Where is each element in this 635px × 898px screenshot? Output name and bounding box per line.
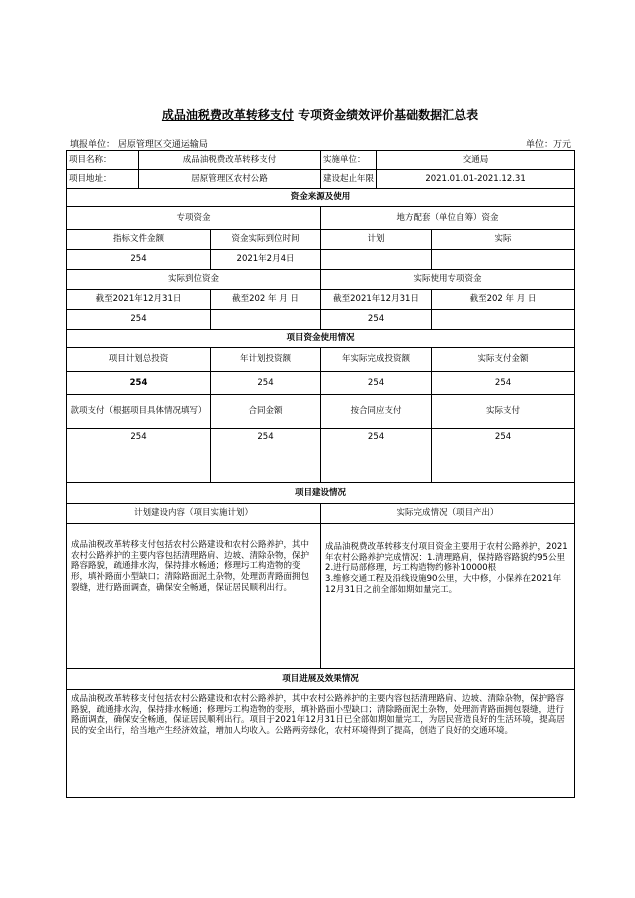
- doc-amount-label: 指标文件金额: [67, 230, 211, 250]
- page-title: [60, 106, 580, 123]
- as-of-1: 截至2021年12月31日: [67, 290, 211, 310]
- construction-content-row: [67, 524, 575, 669]
- project-name-value: 成品油税费改革转移支付: [139, 151, 321, 170]
- payment-header-row: [67, 395, 575, 429]
- as-of-3: 截至2021年12月31日: [321, 290, 432, 310]
- contract-label: 合同金额: [211, 395, 321, 429]
- reporting-unit: [70, 137, 208, 150]
- year-plan-label: 年计划投资额: [211, 348, 321, 372]
- used-value: 254: [321, 310, 432, 330]
- arrival-time-label: 资金实际到位时间: [211, 230, 321, 250]
- progress-text: 成品油税改革转移支付包括农村公路建设和农村公路养护，其中农村公路养护的主要内容包括清理路肩、边坡、清除杂物，保护路容路貌，疏通排水沟，保持排水畅通；修理圬工构造物的变形，填补路面小型缺口；清除路面泥土杂物，处理沥青路面拥包裂缝，进行路面调查，确保安全畅通，保证居民顺利出行。项目于2021年12月31日已全部如期如量完工，为居民营造良好的生活环境，提高居民的安全出行，给当地产生经济效益，增加人均收入。公路两旁绿化，农村环境得到了提高，创造了良好的交通环境。: [67, 690, 575, 798]
- period-label: 建设起止年限: [321, 170, 377, 189]
- project-row-2: [67, 170, 575, 189]
- used-funds-label: 实际使用专项资金: [321, 270, 575, 290]
- currency-unit: 单位：万元: [525, 140, 571, 150]
- period-value: 2021.01.01-2021.12.31: [377, 170, 575, 189]
- progress-content-row: [67, 690, 575, 798]
- progress-section-row: [67, 669, 575, 690]
- local-funds-label: 地方配套（单位自筹）资金: [321, 207, 575, 230]
- arrival-time-value: 2021年2月4日: [211, 250, 321, 270]
- summary-table: [66, 150, 575, 798]
- actual-output-text: 成品油税费改革转移支付项目资金主要用于农村公路养护，2021年农村公路养护完成情况：1.清理路肩，保持路容路貌约95公里 2.进行局部修理，圬工构造物约修补10000根 3.维修交通工程及沿线设施90公里，大中修，小保养在2021年12月31日之前全部如期如量完工。: [321, 524, 575, 669]
- special-funds-label: 专项资金: [67, 207, 321, 230]
- actual-pay-value: 254: [432, 429, 575, 483]
- paid-value: 254: [432, 372, 575, 395]
- doc-amount-value: 254: [67, 250, 211, 270]
- actual-value: [432, 250, 575, 270]
- arrived-funds-label: 实际到位资金: [67, 270, 321, 290]
- usage-header-row: [67, 348, 575, 372]
- arrival-value-row: [67, 310, 575, 330]
- funds-section-row: [67, 189, 575, 207]
- plan-label: 计划: [321, 230, 432, 250]
- funds-section-title: 资金来源及使用: [67, 189, 575, 207]
- actual-label: 实际: [432, 230, 575, 250]
- plan-content-text: 成品油税改革转移支付包括农村公路建设和农村公路养护，其中农村公路养护的主要内容包括清理路肩、边坡、清除杂物，保护路容路貌，疏通排水沟，保持排水畅通；修理圬工构造物的变形，填补路面小型缺口；清除路面泥土杂物，处理沥青路面拥包裂缝，进行路面调查，确保安全畅通，保证居民顺利出行。: [67, 524, 321, 669]
- construction-section-title: 项目建设情况: [67, 483, 575, 504]
- used-value-2: [432, 310, 575, 330]
- paid-label: 实际支付金额: [432, 348, 575, 372]
- contract-value: 254: [211, 429, 321, 483]
- payment-value-row: [67, 429, 575, 483]
- actual-pay-label: 实际支付: [432, 395, 575, 429]
- dept-label: 实施单位：: [321, 151, 377, 170]
- arrival-header-row: [67, 270, 575, 290]
- arrived-value: 254: [67, 310, 211, 330]
- usage-section-title: 项目资金使用情况: [67, 330, 575, 348]
- funds-value-row: [67, 250, 575, 270]
- construction-section-row: [67, 483, 575, 504]
- funds-source-row: [67, 207, 575, 230]
- as-of-4: 截至202 年 月 日: [432, 290, 575, 310]
- plan-value: [321, 250, 432, 270]
- as-of-2: 截至202 年 月 日: [211, 290, 321, 310]
- usage-value-row: [67, 372, 575, 395]
- plan-content-label: 计划建设内容（项目实施计划）: [67, 504, 321, 524]
- total-plan-value: 254: [67, 372, 211, 395]
- site-label: 项目地址：: [67, 170, 139, 189]
- arrived-value-2: [211, 310, 321, 330]
- usage-section-row: [67, 330, 575, 348]
- pay-detail-value: 254: [67, 429, 211, 483]
- unit-value: 居原管理区交通运输局: [117, 140, 208, 150]
- funds-header-row: [67, 230, 575, 250]
- title-prefix: 成品油税费改革转移支付: [161, 108, 294, 122]
- project-row-1: [67, 151, 575, 170]
- dept-value: 交通局: [377, 151, 575, 170]
- construction-header-row: [67, 504, 575, 524]
- year-done-value: 254: [321, 372, 432, 395]
- year-done-label: 年实际完成投资额: [321, 348, 432, 372]
- site-value: 居原管理区农村公路: [139, 170, 321, 189]
- project-name-label: 项目名称：: [67, 151, 139, 170]
- pay-detail-label: 款项支付（根据项目具体情况填写）: [67, 395, 211, 429]
- per-contract-value: 254: [321, 429, 432, 483]
- unit-label: 填报单位：: [70, 140, 116, 150]
- as-of-row: [67, 290, 575, 310]
- per-contract-label: 按合同应支付: [321, 395, 432, 429]
- title-suffix: 专项资金绩效评价基础数据汇总表: [298, 108, 479, 122]
- year-plan-value: 254: [211, 372, 321, 395]
- progress-section-title: 项目进展及效果情况: [67, 669, 575, 690]
- actual-output-label: 实际完成情况（项目产出）: [321, 504, 575, 524]
- total-plan-label: 项目计划总投资: [67, 348, 211, 372]
